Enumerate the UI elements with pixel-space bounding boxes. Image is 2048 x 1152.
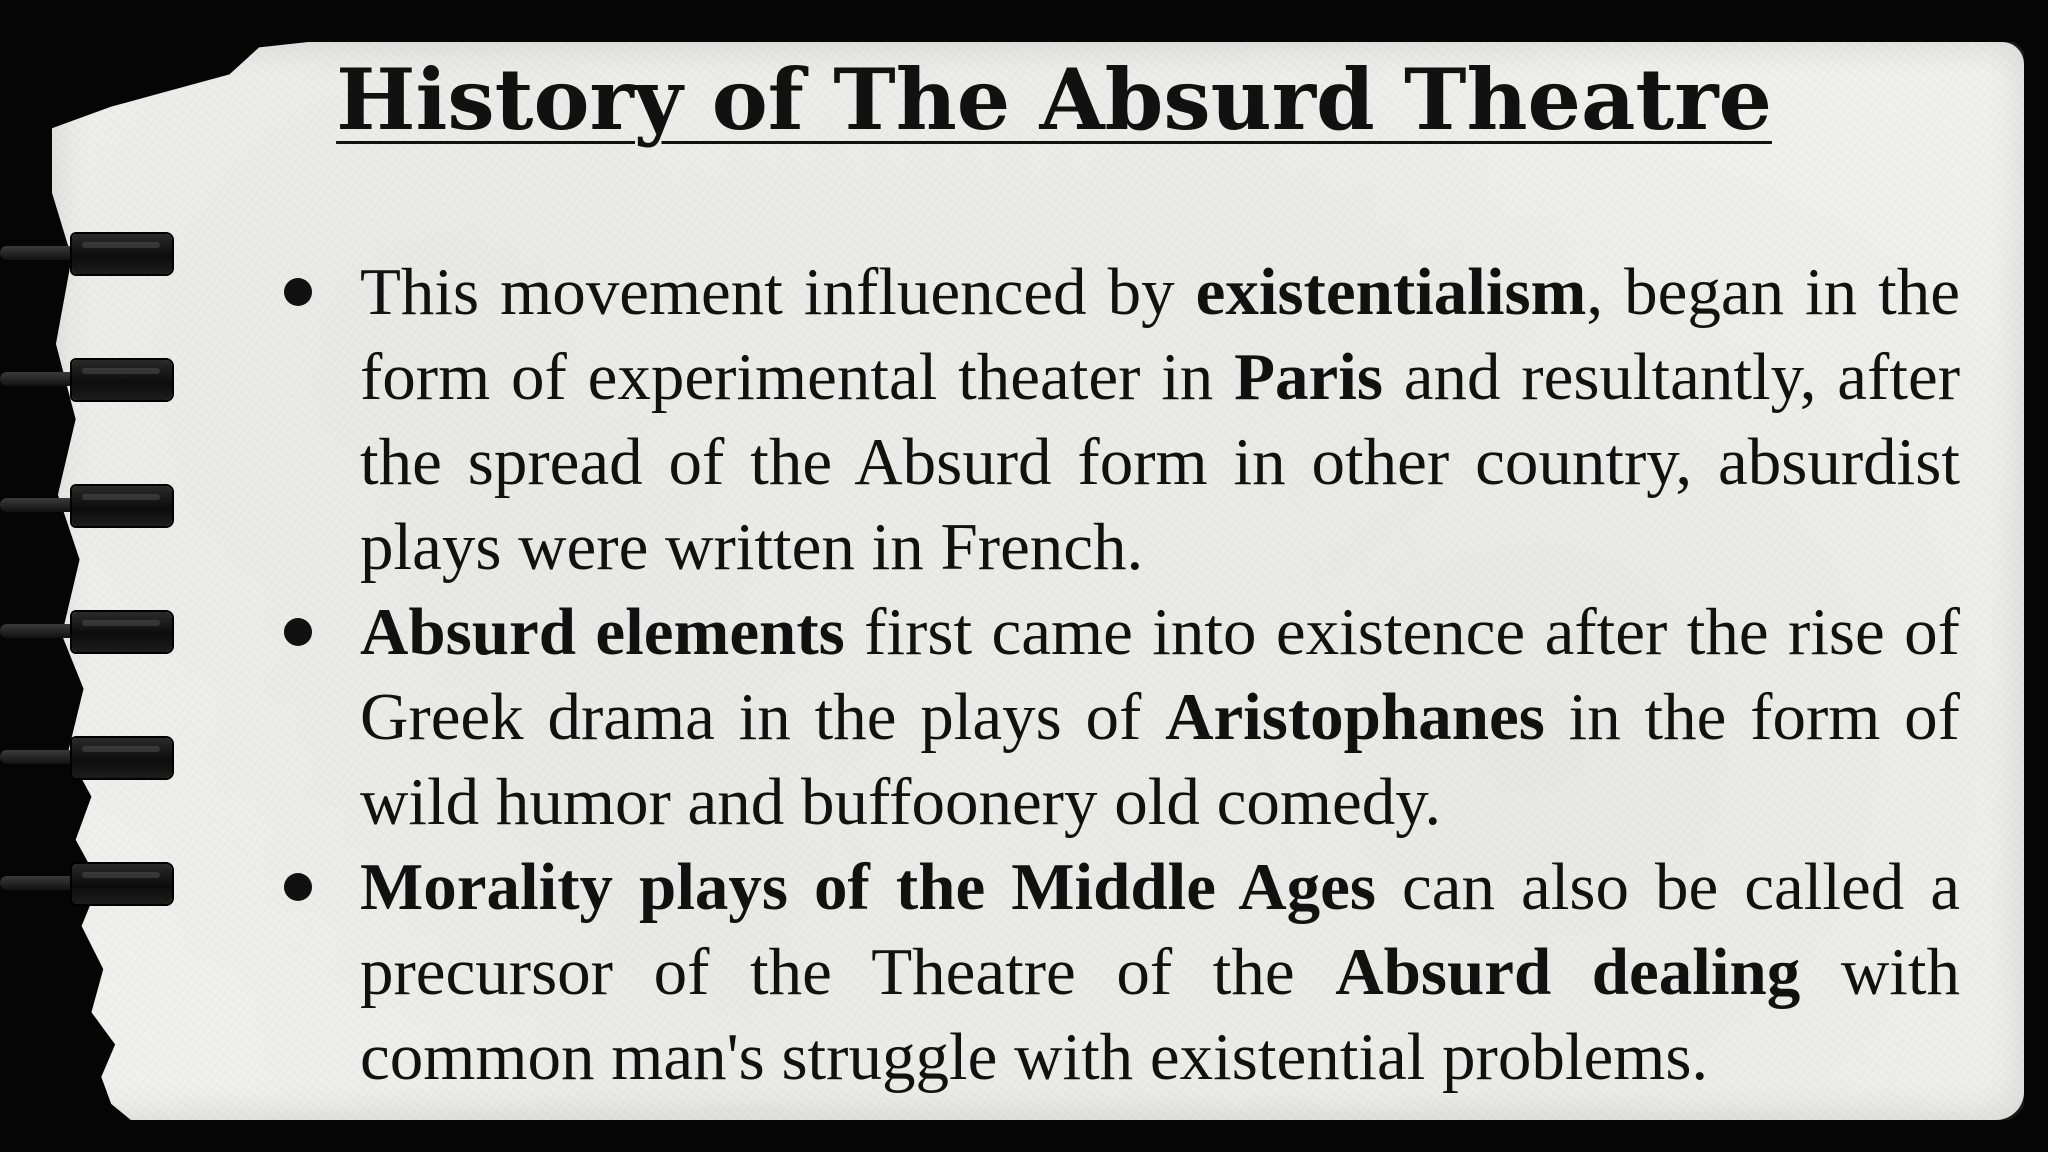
bullet-item: [270, 250, 1960, 590]
spiral-ring-icon: [0, 358, 172, 402]
bullet-text: and resultantly, after the spread of the Absurd form in other country, absurdist plays were written in French.: [360, 340, 1961, 584]
bullet-dot-icon: [284, 873, 312, 901]
bullet-text-bold: Paris: [1234, 340, 1383, 414]
bullet-text-bold: Aristophanes: [1165, 680, 1545, 754]
bullet-text-bold: existentialism: [1195, 255, 1587, 329]
spiral-ring-icon: [0, 232, 172, 276]
bullet-dot-icon: [284, 618, 312, 646]
bullet-text: This movement influenced by: [360, 255, 1196, 329]
bullet-text-bold: Absurd elements: [360, 595, 845, 669]
bullet-list: [270, 250, 1960, 1100]
bullet-text: first came into existence after the rise of Greek drama in the plays of: [360, 595, 1960, 754]
bullet-item: [270, 845, 1960, 1100]
spiral-ring-icon: [0, 484, 172, 528]
bullet-text: can also be called a precursor of the Theatre of the: [360, 850, 1960, 1009]
bullet-text: , began in the form of experimental theater in: [360, 255, 1960, 414]
bullet-text-bold: Absurd dealing: [1335, 935, 1801, 1009]
bullet-text: in the form of wild humor and buffoonery old comedy.: [360, 680, 1960, 839]
bullet-text: with common man's struggle with existential problems.: [360, 935, 1961, 1094]
bullet-text-bold: Morality plays of the Middle Ages: [360, 850, 1376, 924]
spiral-ring-icon: [0, 862, 172, 906]
bullet-item: [270, 590, 1960, 845]
slide-title: History of The Absurd Theatre: [336, 50, 1772, 149]
bullet-dot-icon: [284, 278, 312, 306]
spiral-ring-icon: [0, 610, 172, 654]
spiral-ring-icon: [0, 736, 172, 780]
slide-content: [270, 250, 1960, 1100]
